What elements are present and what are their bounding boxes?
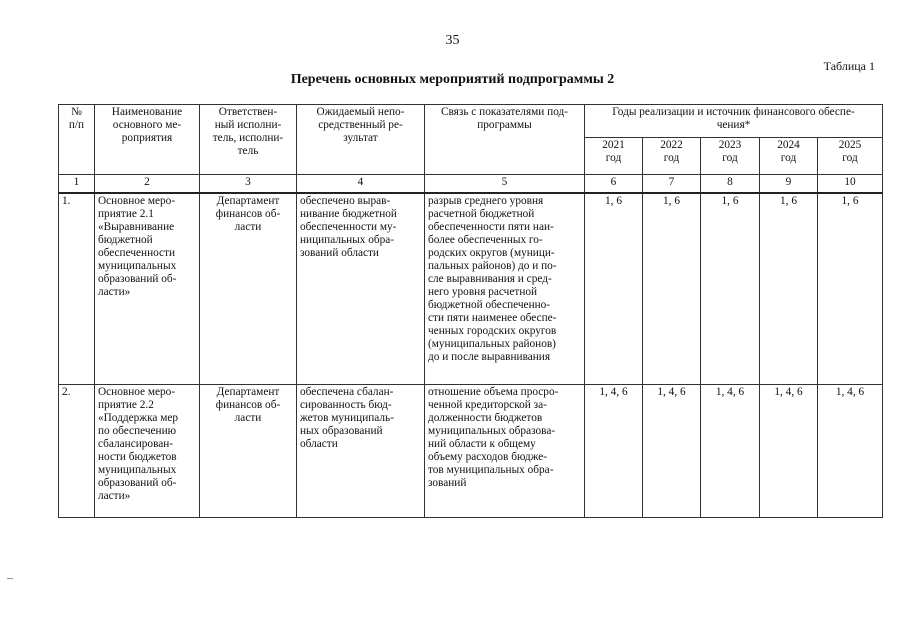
column-number: 1 [59, 175, 95, 194]
year-suffix: год [722, 152, 738, 164]
year-suffix: год [663, 152, 680, 164]
header-row [59, 105, 883, 138]
table-row [59, 193, 883, 385]
year-suffix: год [780, 152, 797, 164]
row-num: 2. [59, 385, 95, 518]
row-responsible: Департамент финансов об- ласти [200, 193, 297, 385]
row-year-2024: 1, 6 [760, 193, 818, 385]
column-number: 4 [297, 175, 425, 194]
column-number: 8 [701, 175, 760, 194]
column-number: 10 [818, 175, 883, 194]
row-year-2022: 1, 6 [643, 193, 701, 385]
row-name: Основное меро- приятие 2.2 «Поддержка мер по обеспечению сбалансирован- ности бюджетов муниципальных образований об- ласти» [95, 385, 200, 518]
row-year-2021: 1, 4, 6 [585, 385, 643, 518]
row-result: обеспечено вырав- нивание бюджетной обеспеченности му- ниципальных обра- зований области [297, 193, 425, 385]
table-label: Таблица 1 [823, 59, 875, 73]
margin-mark [7, 578, 13, 579]
column-number: 6 [585, 175, 643, 194]
document-title: Перечень основных мероприятий подпрограммы 2 [290, 72, 615, 87]
row-year-2021: 1, 6 [585, 193, 643, 385]
row-year-2025: 1, 4, 6 [818, 385, 883, 518]
year-value: 2024 [777, 139, 800, 151]
row-indicators: отношение объема просро- ченной кредиторской за- долженности бюджетов муниципальных образова- ний области к общему объему расходов бюдже- тов муниципальных обра- зований [425, 385, 585, 518]
column-number: 3 [200, 175, 297, 194]
column-number: 5 [425, 175, 585, 194]
row-year-2023: 1, 4, 6 [701, 385, 760, 518]
header-year-2024 [760, 138, 818, 175]
header-responsible: Ответствен- ный исполни- тель, исполни- тель [200, 105, 297, 175]
row-result: обеспечена сбалан- сированность бюд- жетов муниципаль- ных образований области [297, 385, 425, 518]
header-years-group: Годы реализации и источник финансового обеспе- чения* [585, 105, 883, 138]
row-indicators: разрыв среднего уровня расчетной бюджетной обеспеченности пяти наи- более обеспеченных го- родских округов (муници- пальных районов) до и по- сле выравнивания и сред- него уровня расчетной бюджетной обеспеченно- сти пяти наименее обеспе- ченных городских округов (муниципальных районов) до и после выравнивания [425, 193, 585, 385]
row-year-2022: 1, 4, 6 [643, 385, 701, 518]
row-year-2025: 1, 6 [818, 193, 883, 385]
header-num: № п/п [59, 105, 95, 175]
header-name: Наименование основного ме- роприятия [95, 105, 200, 175]
row-responsible: Департамент финансов об- ласти [200, 385, 297, 518]
row-year-2023: 1, 6 [701, 193, 760, 385]
header-year-2025 [818, 138, 883, 175]
header-year-2023 [701, 138, 760, 175]
year-suffix: год [842, 152, 858, 164]
column-number-row [59, 175, 883, 194]
column-number: 2 [95, 175, 200, 194]
year-value: 2023 [718, 139, 742, 151]
table-row [59, 385, 883, 518]
row-name: Основное меро- приятие 2.1 «Выравнивание бюджетной обеспеченности муниципальных образований об- ласти» [95, 193, 200, 385]
header-year-2022 [643, 138, 701, 175]
row-num: 1. [59, 193, 95, 385]
page-number: 35 [445, 33, 460, 48]
year-value: 2021 [602, 139, 625, 151]
column-number: 7 [643, 175, 701, 194]
year-value: 2022 [660, 139, 683, 151]
row-year-2024: 1, 4, 6 [760, 385, 818, 518]
header-year-2021 [585, 138, 643, 175]
measures-table [58, 104, 883, 518]
year-suffix: год [605, 152, 622, 164]
column-number: 9 [760, 175, 818, 194]
year-value: 2025 [838, 139, 862, 151]
header-indicators: Связь с показателями под- программы [425, 105, 585, 175]
header-result: Ожидаемый непо- средственный ре- зультат [297, 105, 425, 175]
